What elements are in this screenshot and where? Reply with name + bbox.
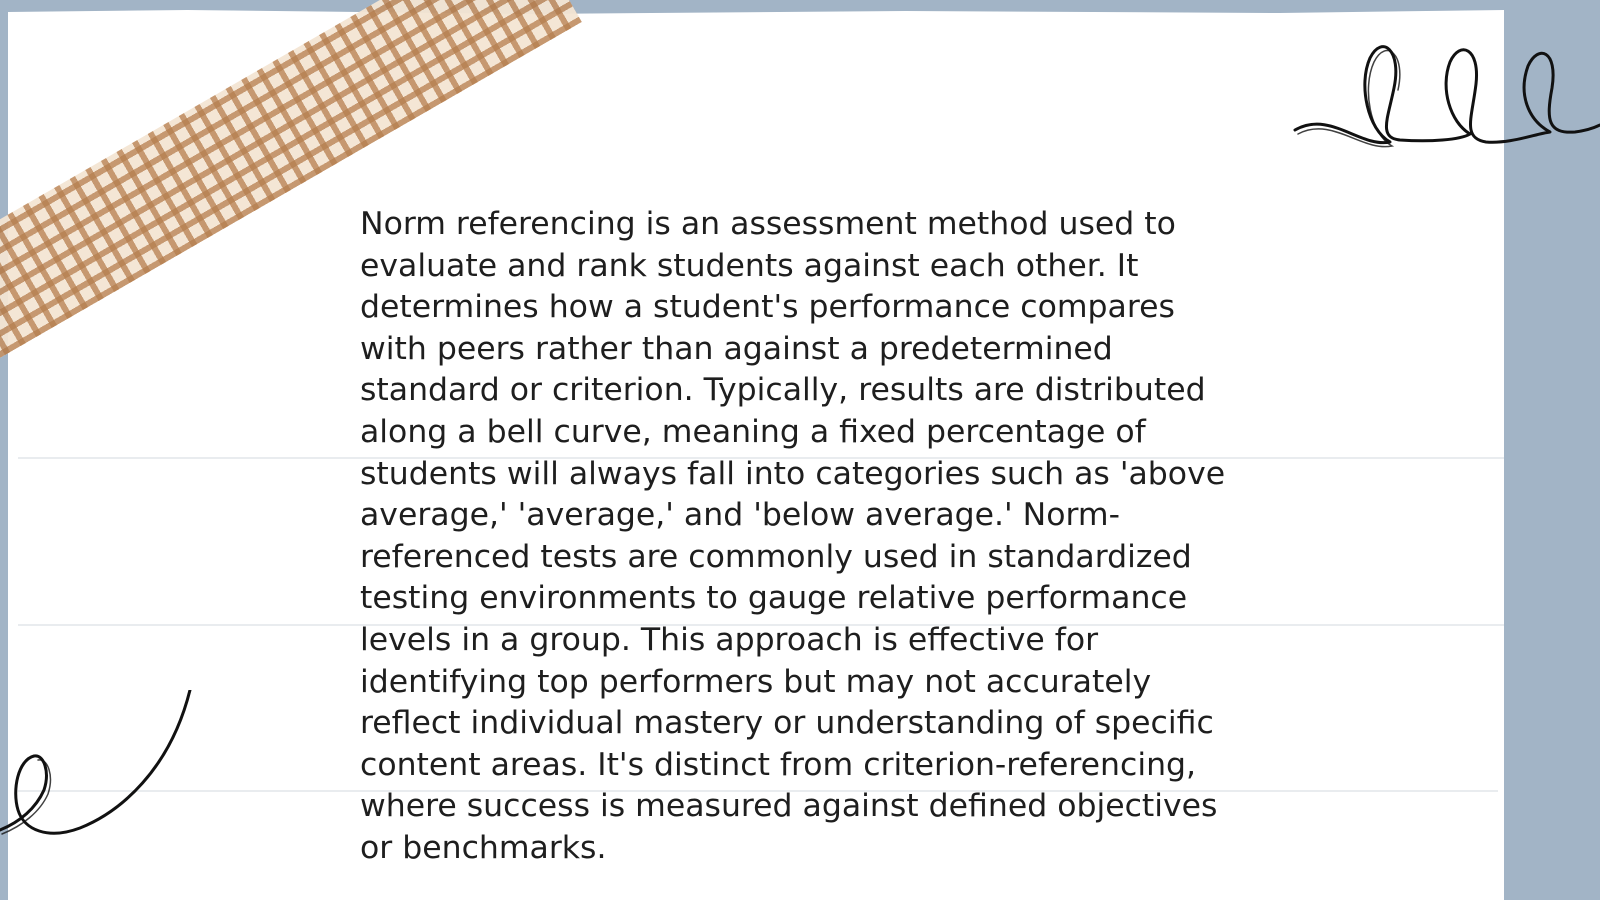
swirl-icon (0, 690, 200, 850)
loops-icon (1290, 30, 1600, 170)
body-paragraph: Norm referencing is an assessment method used to evaluate and rank students against each other. It determines how a student's performance compares with peers rather than against a predetermined standard or criterion. Typically, results are distributed along a bell curve, meaning a fixed percentage of students will always fall into categories such as 'above average,' 'average,' and 'below average.' Norm-referenced tests are commonly used in standardized testing environments to gauge relative performance levels in a group. This approach is effective for identifying top performers but may not accurately reflect individual mastery or understanding of specific content areas. It's distinct from criterion-referencing, where success is measured against defined objectives or benchmarks. (360, 206, 1226, 866)
